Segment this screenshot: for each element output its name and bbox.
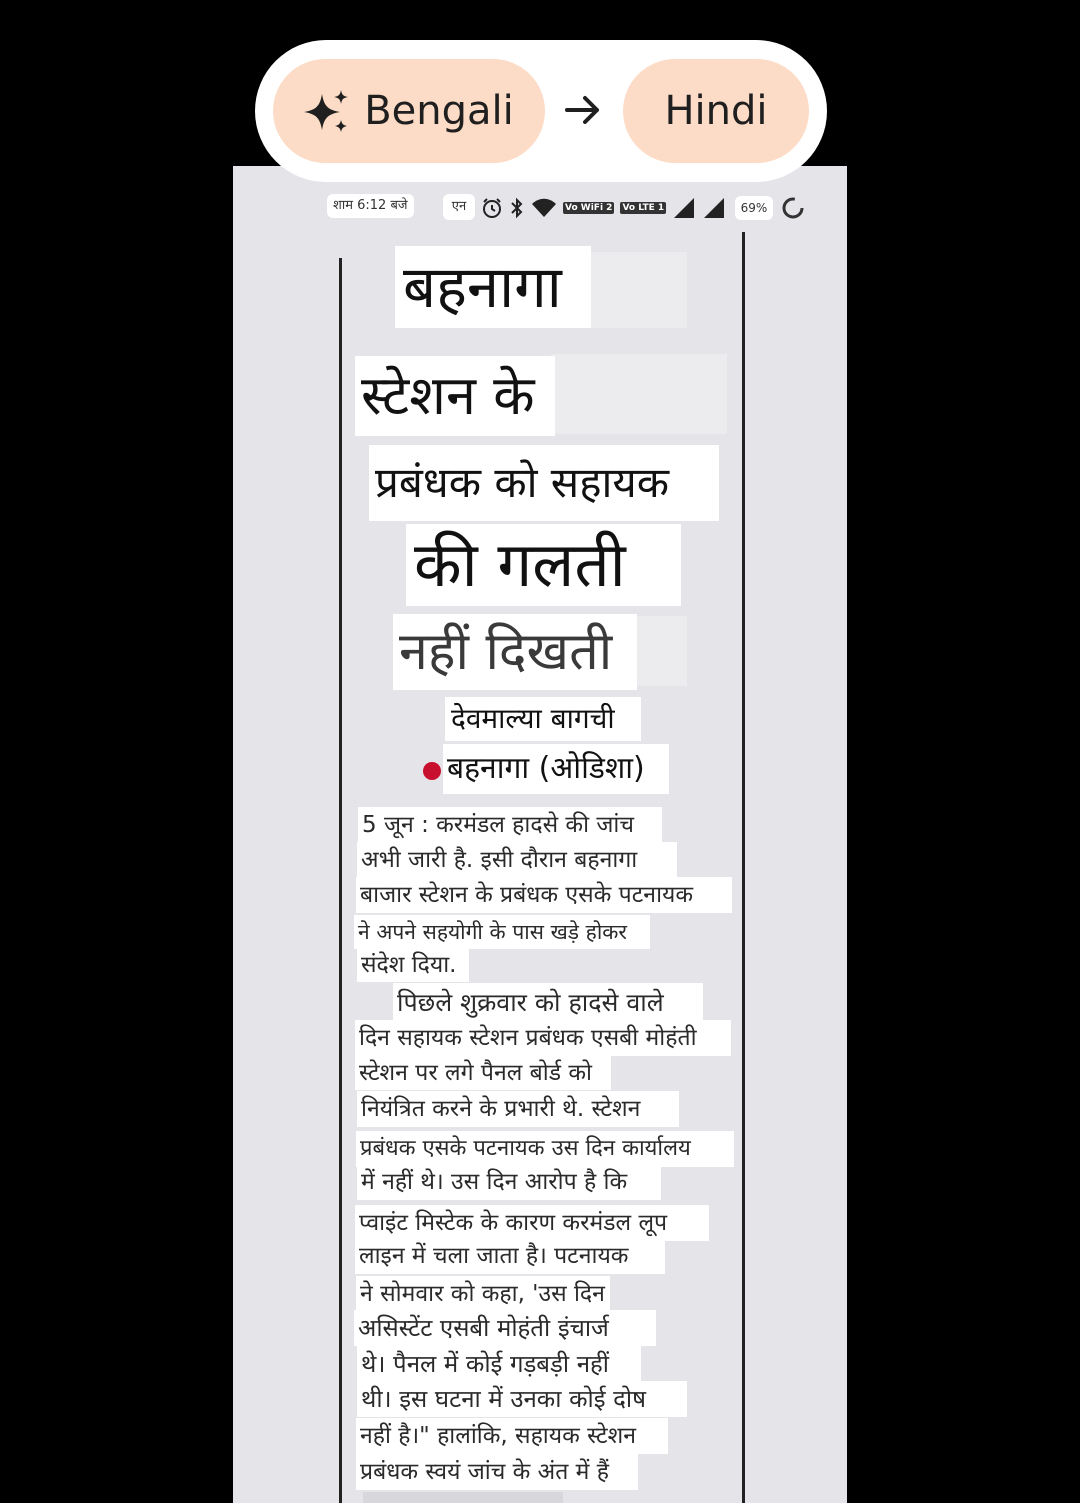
body-line: अभी जारी है. इसी दौरान बहनागा (357, 842, 677, 878)
body-line: नहीं है।" हालांकि, सहायक स्टेशन (356, 1418, 668, 1454)
body-line: दिन सहायक स्टेशन प्रबंधक एसबी मोहंती (355, 1020, 731, 1056)
body-line: थे। पैनल में कोई गड़बड़ी नहीं (357, 1346, 641, 1382)
wifi-icon (531, 197, 557, 219)
vowifi-badge: Vo WiFi 2 (565, 203, 613, 213)
column-rule-right (742, 232, 745, 1503)
headline-line-4: की गलती (406, 524, 681, 606)
author-name: देवमाल्या बागची (445, 697, 641, 741)
column-rule-left (339, 258, 342, 1503)
headline-line-1: बहनागा (395, 246, 591, 328)
body-line: ने सोमवार को कहा, 'उस दिन (356, 1276, 610, 1312)
status-network-label: एन (443, 194, 475, 220)
signal-icon (672, 197, 696, 219)
body-line: 5 जून : करमंडल हादसे की जांच (358, 807, 662, 843)
body-line: असिस्टेंट एसबी मोहंती इंचार्ज (354, 1310, 656, 1346)
body-line: में नहीं थे। उस दिन आरोप है कि (357, 1164, 661, 1200)
source-language-button[interactable] (273, 59, 545, 163)
battery-level: 69% (735, 196, 773, 220)
body-line: प्रबंधक स्वयं जांच के अंत में हैं (356, 1454, 638, 1490)
bluetooth-icon (509, 197, 525, 219)
location-dot (423, 762, 441, 780)
body-line: ने अपने सहयोगी के पास खड़े होकर (354, 915, 650, 949)
loading-icon (781, 196, 805, 220)
body-line: बाजार स्टेशन के प्रबंधक एसके पटनायक (356, 877, 732, 913)
body-line: नियंत्रित करने के प्रभारी थे. स्टेशन (357, 1091, 679, 1127)
arrow-right-icon (563, 90, 603, 130)
status-icons (481, 194, 726, 222)
target-language-label: Hindi (664, 88, 768, 134)
body-line: प्रबंधक एसके पटनायक उस दिन कार्यालय (356, 1131, 734, 1167)
headline-line-5: नहीं दिखती (393, 614, 637, 690)
signal-icon (702, 197, 726, 219)
status-time: शाम 6:12 बजे (327, 194, 414, 218)
body-line: पिछले शुक्रवार को हादसे वाले (393, 983, 703, 1021)
target-language-button[interactable] (623, 59, 809, 163)
sparkle-icon (304, 88, 350, 134)
body-line: संदेश दिया. (357, 948, 469, 982)
translate-language-bar (255, 40, 827, 182)
headline-line-3: प्रबंधक को सहायक (369, 445, 719, 521)
body-line: प्वाइंट मिस्टेक के कारण करमंडल लूप (355, 1205, 709, 1241)
body-line: थी। इस घटना में उनका कोई दोष (357, 1381, 687, 1417)
volte-badge: Vo LTE 1 (622, 203, 665, 213)
alarm-icon (481, 197, 503, 219)
source-language-label: Bengali (364, 88, 514, 134)
translated-screenshot (233, 166, 847, 1503)
headline-line-2: स्टेशन के (355, 356, 555, 436)
dateline-location: बहनागा (ओडिशा) (443, 744, 669, 794)
body-line: स्टेशन पर लगे पैनल बोर्ड को (355, 1056, 611, 1090)
body-line: लाइन में चला जाता है। पटनायक (355, 1238, 665, 1274)
